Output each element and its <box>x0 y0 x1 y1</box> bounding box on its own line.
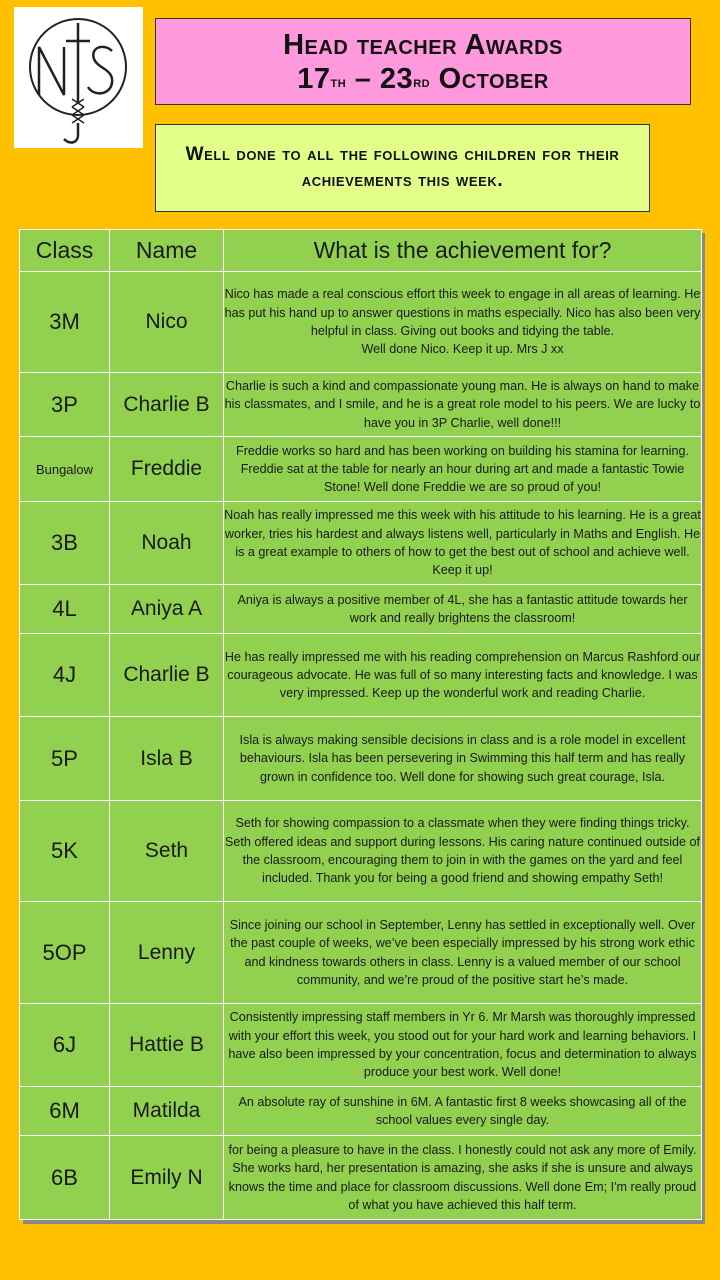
row-class: 6M <box>20 1087 110 1136</box>
row-achievement: An absolute ray of sunshine in 6M. A fantastic first 8 weeks showcasing all of the school values every single day. <box>224 1087 702 1136</box>
school-logo <box>14 7 143 148</box>
row-achievement: Isla is always making sensible decisions in class and is a role model in excellent behaviours. Isla has been persevering in Swimming this half term and has really grown in confidence too. Well done for showing such great courage, Isla. <box>224 717 702 801</box>
row-class: 3B <box>20 502 110 585</box>
date-end-suffix: rd <box>413 73 431 91</box>
row-achievement <box>224 272 702 373</box>
row-name: Emily N <box>110 1136 224 1220</box>
date-month: October <box>438 62 549 95</box>
awards-table <box>19 229 702 1220</box>
date-start-suffix: th <box>330 73 347 91</box>
row-name: Lenny <box>110 902 224 1004</box>
table-header-row <box>20 230 702 272</box>
row-class: 5P <box>20 717 110 801</box>
table-row <box>20 437 702 502</box>
row-achievement: Aniya is always a positive member of 4L, she has a fantastic attitude towards her work and really brightens the classroom! <box>224 585 702 634</box>
table-row <box>20 1136 702 1220</box>
row-class: 6J <box>20 1004 110 1087</box>
row-name: Noah <box>110 502 224 585</box>
row-name: Aniya A <box>110 585 224 634</box>
table-row <box>20 801 702 902</box>
table-row <box>20 272 702 373</box>
header-class: Class <box>20 230 110 272</box>
table-row <box>20 902 702 1004</box>
row-class: Bungalow <box>20 437 110 502</box>
row-name: Isla B <box>110 717 224 801</box>
table-row <box>20 1004 702 1087</box>
header-achievement: What is the achievement for? <box>224 230 702 272</box>
row-class: 3M <box>20 272 110 373</box>
date-start: 17 <box>297 62 331 95</box>
row-class: 3P <box>20 373 110 437</box>
row-name: Hattie B <box>110 1004 224 1087</box>
row-name: Freddie <box>110 437 224 502</box>
row-achievement: He has really impressed me with his reading comprehension on Marcus Rashford our courageous advocate. He was full of so many interesting facts and knowledge. I was very impressed. Keep up the wonderful work and reading Charlie. <box>224 634 702 717</box>
achievement-signoff: Well done Nico. Keep it up. Mrs J xx <box>361 342 564 357</box>
subtitle-banner <box>155 124 650 212</box>
row-class: 6B <box>20 1136 110 1220</box>
row-name: Charlie B <box>110 634 224 717</box>
title-date-range <box>297 62 549 96</box>
row-achievement: Seth for showing compassion to a classmate when they were finding things tricky. Seth offered ideas and support during lessons. His caring nature continued outside of the classroom, encouraging them to join in with the games on the yard and feel included. Thank you for being a good friend and showing empathy Seth! <box>224 801 702 902</box>
table-row <box>20 585 702 634</box>
header-name: Name <box>110 230 224 272</box>
row-class: 5OP <box>20 902 110 1004</box>
title-line-1: Head teacher Awards <box>283 28 563 61</box>
row-achievement: Consistently impressing staff members in Yr 6. Mr Marsh was thoroughly impressed with your effort this week, you stood out for your hard work and learning behaviors. I have also been impressed by your concentration, focus and determination to always produce your best work. Well done! <box>224 1004 702 1087</box>
row-name: Seth <box>110 801 224 902</box>
subtitle-text: Well done to all the following children for their achievements this week. <box>185 144 620 191</box>
row-name: Nico <box>110 272 224 373</box>
date-separator: – <box>354 62 372 95</box>
row-achievement: Since joining our school in September, Lenny has settled in exceptionally well. Over the past couple of weeks, we’ve been especially impressed by his strong work ethic and kindness towards others in class. Lenny is a valued member of our school community, and we’re proud of the positive start he’s made. <box>224 902 702 1004</box>
school-crest-icon <box>14 7 143 148</box>
row-achievement: Freddie works so hard and has been working on building his stamina for learning. Freddie sat at the table for nearly an hour during art and made a fantastic Towie Stone! Well done Freddie we are so proud of you! <box>224 437 702 502</box>
row-class: 4L <box>20 585 110 634</box>
page-title <box>155 18 691 105</box>
date-end: 23 <box>379 62 414 95</box>
row-class: 5K <box>20 801 110 902</box>
row-class: 4J <box>20 634 110 717</box>
table-row <box>20 502 702 585</box>
achievement-text: Nico has made a real conscious effort this week to engage in all areas of learning. He has put his hand up to answer questions in maths especially. Nico has also been very helpful in class. Giving out books and tidying the table. <box>224 287 701 338</box>
row-achievement: Noah has really impressed me this week with his attitude to his learning. He is a great worker, tries his hardest and always listens well, particularly in Maths and English. He is a great example to others of how to get the best out of school and achieve well. Keep it up! <box>224 502 702 585</box>
table-row <box>20 373 702 437</box>
table-row <box>20 1087 702 1136</box>
row-achievement: for being a pleasure to have in the class. I honestly could not ask any more of Emily. She works hard, her presentation is amazing, she asks if she is unsure and always knows the time and place for classroom discussions. Well done Em; I'm really proud of what you have achieved this half term. <box>224 1136 702 1220</box>
row-name: Matilda <box>110 1087 224 1136</box>
row-achievement: Charlie is such a kind and compassionate young man. He is always on hand to make his classmates, and I smile, and he is a great role model to his peers. We are lucky to have you in 3P Charlie, well done!!! <box>224 373 702 437</box>
row-name: Charlie B <box>110 373 224 437</box>
table-row <box>20 717 702 801</box>
table-row <box>20 634 702 717</box>
